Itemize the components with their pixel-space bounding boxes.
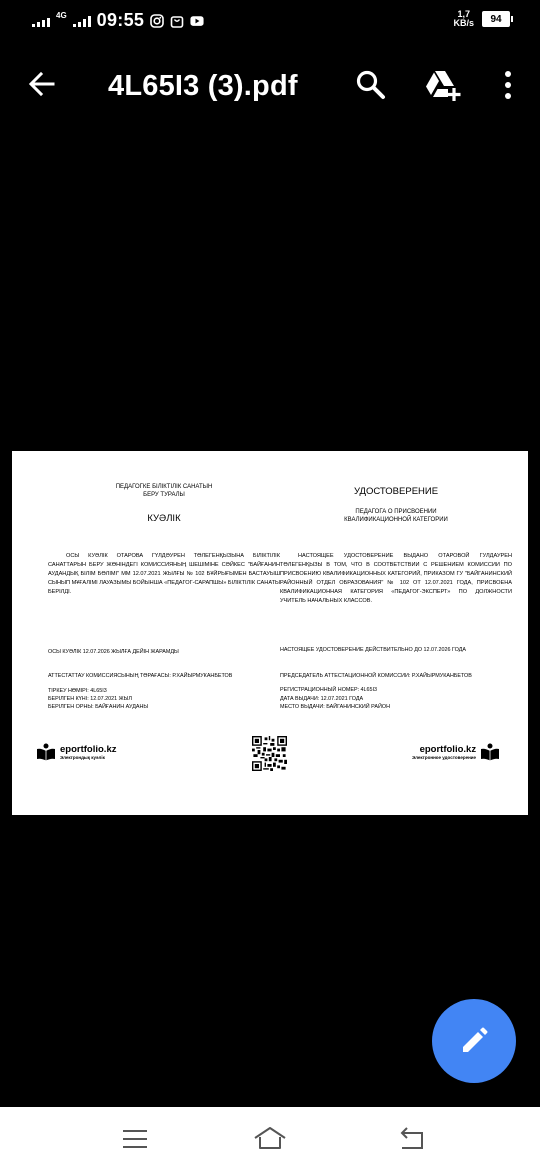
instagram-icon	[150, 14, 164, 28]
ru-body: НАСТОЯЩЕЕ УДОСТОВЕРЕНИЕ ВЫДАНО ОТАРОВОЙ ГУЛДАУРЕН ТӨЛЕГЕНҚЫЗЫ В ТОМ, ЧТО В СООТВЕТСТВИИ С РЕШЕНИЕМ КОМИССИИ ПО ПРИСВОЕНИЮ КВАЛИФИКАЦИОННЫХ КАТЕГОРИЙ, ПРИКАЗОМ ГУ "БАЙГАНИНСКИЙ РАЙОННЫЙ ОТДЕЛ ОБРАЗОВАНИЯ" № 102 ОТ 12.07.2021 ГОДА, ПРИСВОЕНА КВАЛИФИКАЦИОННАЯ КАТЕГОРИЯ «ПЕДАГОГ-ЭКСПЕРТ» ПО ДОЛЖНОСТИ УЧИТЕЛЬ НАЧАЛЬНЫХ КЛАССОВ.	[280, 553, 512, 604]
kz-chairman: АТТЕСТАТТАУ КОМИССИЯСЫНЫҢ ТӨРАҒАСЫ: Р.ХАЙЫРМУКАНБЕТОВ	[48, 673, 233, 679]
status-right	[453, 10, 510, 28]
kz-header: ПЕДАГОГКЕ БІЛІКТІЛІК САНАТЫН БЕРУ ТУРАЛЫ	[115, 484, 213, 498]
book-person-icon	[480, 743, 500, 761]
document-title: 4L65I3 (3).pdf	[108, 70, 298, 102]
logo-name-left: eportfolio.kz	[60, 744, 117, 755]
kz-issue-date: БЕРІЛГЕН КҮНІ: 12.07.2021 ЖЫЛ	[48, 696, 132, 702]
ru-issue-place: МЕСТО ВЫДАЧИ: БАЙГАНИНСКИЙ РАЙОН	[280, 704, 390, 710]
ru-issue-date: ДАТА ВЫДАЧИ: 12.07.2021 ГОДА	[280, 696, 364, 702]
kz-validity: ОСЫ КУӘЛІК 12.07.2026 ЖЫЛҒА ДЕЙІН ЖАРАМДЫ	[48, 649, 179, 655]
status-time: 09:55	[96, 10, 145, 30]
ru-validity: НАСТОЯЩЕЕ УДОСТОВЕРЕНИЕ ДЕЙСТВИТЕЛЬНО ДО 12.07.2026 ГОДА	[280, 647, 466, 653]
system-nav-bar	[0, 1107, 540, 1170]
ru-title: УДОСТОВЕРЕНИЕ	[353, 486, 439, 497]
eportfolio-logo-left	[36, 743, 116, 761]
kz-issue-place: БЕРІЛГЕН ОРНЫ: БАЙҒАНИН АУДАНЫ	[48, 704, 149, 710]
ru-chairman: ПРЕДСЕДАТЕЛЬ АТТЕСТАЦИОННОЙ КОМИССИИ: Р.ХАЙЫРМУКАНБЕТОВ	[280, 673, 472, 679]
back-return-icon[interactable]	[396, 1123, 428, 1155]
logo-name-right: eportfolio.kz	[419, 744, 477, 755]
status-bar	[0, 0, 540, 44]
logo-sub-left: Электрондық куәлік	[60, 755, 105, 760]
kz-reg-number: ТІРКЕУ НӨМІРІ: 4L65I3	[48, 688, 107, 694]
ru-reg-number: РЕГИСТРАЦИОННЫЙ НОМЕР: 4L65I3	[280, 687, 377, 693]
menu-lines-icon[interactable]	[119, 1123, 151, 1155]
book-person-icon	[36, 743, 56, 761]
status-left	[32, 10, 204, 31]
pdf-page[interactable]	[12, 451, 528, 815]
network-speed: 1,7 KB/s	[453, 9, 474, 28]
ru-header: ПЕДАГОГА О ПРИСВОЕНИИ КВАЛИФИКАЦИОННОЙ КАТЕГОРИИ	[344, 509, 448, 523]
battery-level: 94	[490, 13, 502, 25]
edit-fab-button[interactable]	[432, 999, 516, 1083]
kz-body: ОСЫ КУӘЛІК ОТАРОВА ГҮЛДӘУРЕН ТӨЛЕГЕНҚЫЗЫНА БІЛІКТІЛІК САНАТТАРЫН БЕРУ ЖӨНІНДЕГІ КОМИССИЯНЫҢ ШЕШІМІНЕ СӘЙКЕС "БАЙҒАНИН АУДАНДЫҚ БІЛІМ БӨЛІМІ" ММ 12.07.2021 ЖЫЛҒЫ № 102 БҰЙРЫҒЫМЕН БАСТАУЫШ СЫНЫП МҰҒАЛІМІ ЛАУАЗЫМЫ БОЙЫНША «ПЕДАГОГ-САРАПШЫ» БІЛІКТІЛІК САНАТЫ БЕРІЛДІ.	[48, 553, 280, 595]
kz-title: КУӘЛІК	[147, 513, 181, 524]
eportfolio-logo-right	[412, 743, 500, 761]
battery-icon	[482, 11, 510, 27]
youtube-icon	[190, 14, 204, 28]
signal-icon	[32, 15, 50, 27]
network-type: 4G	[56, 10, 67, 20]
back-arrow-icon[interactable]	[26, 68, 58, 100]
edit-pencil-icon	[459, 1026, 489, 1056]
home-icon[interactable]	[252, 1123, 284, 1155]
app-toolbar	[0, 54, 540, 118]
drive-add-icon[interactable]	[424, 68, 462, 102]
logo-sub-right: Электронное удостоверение	[412, 755, 477, 760]
shop-icon	[170, 14, 184, 28]
signal-icon-2	[73, 15, 91, 27]
search-icon[interactable]	[354, 68, 388, 102]
more-vert-icon[interactable]	[496, 68, 520, 102]
